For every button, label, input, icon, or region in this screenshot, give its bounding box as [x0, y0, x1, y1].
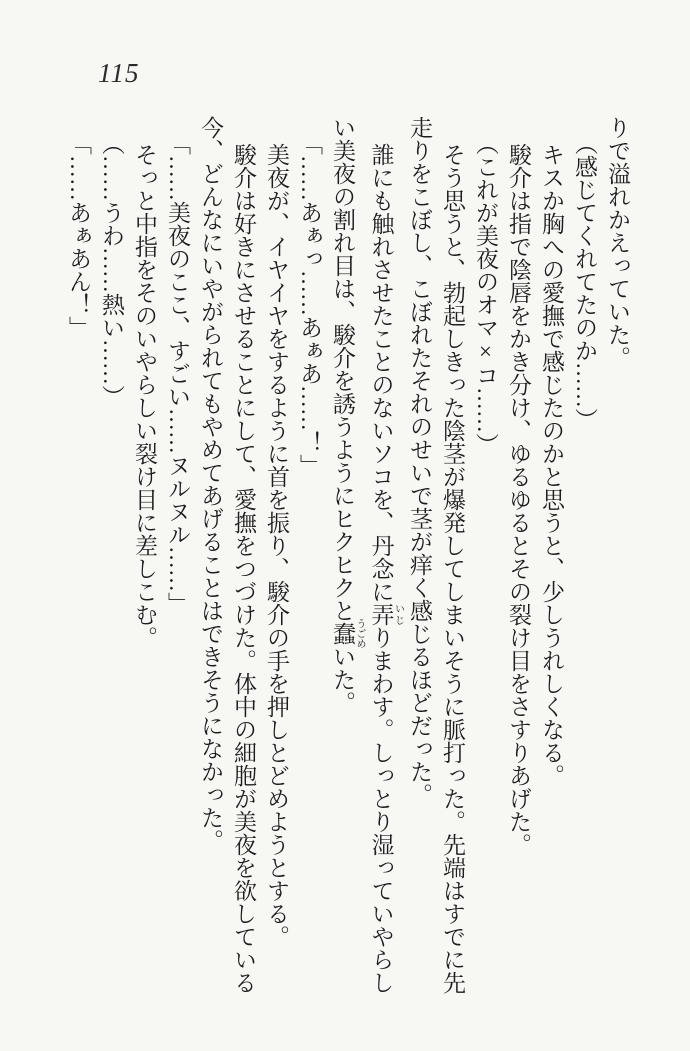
text-line: 誰にも触れさせたことのないソコを、丹念に弄 いじりまわす。しっとり湿っていやらし	[368, 143, 404, 994]
text-line: 駿介は好きにさせることにして、愛撫をつづけた。体中の細胞が美夜を欲している	[231, 143, 256, 994]
text-line: 「……あぁあん！」	[66, 132, 91, 339]
text-line: 美夜が、イヤイヤをするように首を振り、駿介の手を押しとどめようとする。	[264, 143, 289, 948]
text-line: 今、どんなにいやがられてもやめてあげることはできそうになかった。	[198, 116, 223, 852]
text-line: 「……美夜のここ、すごい……ヌルヌル……」	[165, 132, 190, 615]
text-line: （……うわ……熱い……）	[99, 132, 124, 408]
text-line: （これが美夜のオマ×コ……）	[473, 132, 498, 456]
text-line: そっと中指をそのいやらしい裂け目に差しこむ。	[132, 143, 157, 649]
page-number: 115	[98, 58, 140, 88]
text-line: りで溢れかえっていた。	[605, 116, 630, 369]
text-line: 走りをこぼし、こぼれたそれのせいで茎が痒く感じるほどだった。	[407, 116, 432, 806]
text-line: 「……あぁっ……あぁあ……！」	[297, 132, 322, 477]
text-line: そう思うと、勃起しきった陰茎が爆発してしまいそうに脈打った。先端はすでに先	[440, 143, 465, 994]
vertical-text-block	[62, 116, 634, 1051]
ruby-annotated-kanji: 蠢 うごめ	[330, 618, 365, 649]
text-line: い美夜の割れ目は、駿介を誘うようにヒクヒクと蠢 うごめいた。	[330, 116, 365, 714]
text-line: （感じてくれてたのか……）	[572, 132, 597, 431]
text-line: キスか胸への愛撫で感じたのかと思うと、少しうれしくなる。	[539, 143, 564, 787]
text-line: 駿介は指で陰唇をかき分け、ゆるゆるとその裂け目をさすりあげた。	[506, 143, 531, 856]
ruby-annotated-kanji: 弄 いじ	[368, 603, 404, 626]
